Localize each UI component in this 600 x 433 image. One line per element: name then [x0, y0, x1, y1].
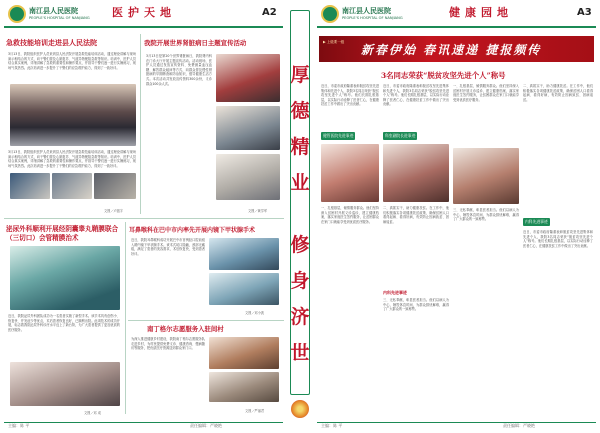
- center-motto-banner: [287, 0, 313, 433]
- photo-thyroid-2: [209, 273, 279, 305]
- right-sub1-label: 健管医院先进事迹: [323, 133, 354, 138]
- right-header: [313, 0, 600, 28]
- article-first-aid-body: 3月13日，我院组织医护人员来到县人民法院开展急救技能培训活动，通过理论讲解与现场演示相结合的方式，向干警们普及心肺复苏、气道异物梗阻急救等知识。培训中，医护人员结合真实案例，详细讲解了急救的重要性和操作要点，并指导干警们逐一进行实操练习，现场气氛热烈。此次培训进一步提升了干警们的应急救护能力，得到了一致好评。: [8, 52, 136, 70]
- article-kidney-body: 3月13日是第20个世界肾脏病日，我院肾内科在门诊大厅开展主题宣传活动。活动现场，医护人员通过发放宣传资料、免费测量血压血糖、解答群众疑问等方式，向群众普及慢性肾脏病的早期筛查和防治知识，倡导健康生活方式。本次活动共发放宣传资料300余份，义诊群众100余人次。: [146, 54, 212, 86]
- photo-urology-surgery: [10, 246, 120, 310]
- motto-char-6: 身: [290, 270, 310, 292]
- right-col4-body: 二、真抓实干，助力健康扶贫。在工作中，他们积极落实各项健康扶贫政策，确保贫困人口看得起病、看得好病，有效防止因病致贫、因病返贫。: [523, 84, 593, 102]
- left-column-divider-bottom: [125, 222, 126, 414]
- right-main-title: 3名同志荣获“脱贫攻坚先进个人”称号: [381, 71, 506, 80]
- photo-kidney-event-2: [216, 106, 280, 150]
- motto-char-8: 世: [290, 342, 310, 364]
- right-col1-body: 一、扎根基层，倾情服务群众。他们坚持深入贫困村开展义诊巡诊，建立健康档案，落实家庭医生签约服务，让贫困群众在家门口就能享受到优质医疗服务。: [321, 206, 379, 224]
- right-sub1-pill: [321, 132, 355, 140]
- left-footer-editor: 主编：陈 平: [8, 423, 30, 428]
- article-urology-title: 泌尿外科顺利开展经阴囊睾丸鞘膜联合（三切口）会管精膜治术: [6, 225, 119, 242]
- right-col2-intro: 近日，市委市政府隆重表彰脱贫攻坚先进集体和先进个人，我院3名同志荣获“脱贫攻坚先进个人”称号。他们长期扎根基层，以实际行动诠释了医者仁心，在健康扶贫工作中做出了突出贡献。: [383, 84, 449, 107]
- left-header: [0, 0, 287, 28]
- right-sub2-pill: [383, 132, 417, 140]
- right-col3-intro: 一、扎根基层，倾情服务群众。他们坚持深入贫困村开展义诊巡诊，建立健康档案，落实家庭医生签约服务，让贫困群众在家门口就能享受到优质医疗服务。: [453, 84, 519, 102]
- article-thyroid-title: 耳鼻喉科在巴中市内率先开展内镜下甲状腺手术: [129, 227, 256, 234]
- left-footer-responsible: 责任编辑：严晓艳: [190, 423, 222, 428]
- right-hospital-name: 南江县人民医院: [342, 7, 391, 15]
- right-sub3-label: 内科先进事迹: [525, 219, 548, 224]
- right-header-rule: [317, 26, 596, 28]
- article-nightingale-volunteer: [127, 321, 284, 418]
- article-urology-body: 近日，我院泌尿外科团队成功为一名患者实施了新型手术。该手术具有创伤小、恢复快、并发症少等优点，术后患者恢复良好，已顺利出院。此项技术的成功开展，标志着我院泌尿外科诊疗水平迈上了新台阶，为广大患者提供了更加优质的医疗服务。: [8, 314, 120, 332]
- photo-training-2: [52, 173, 92, 199]
- motto-char-7: 济: [290, 306, 310, 328]
- right-page-code: A3: [577, 7, 592, 18]
- photo-thyroid-1: [209, 238, 279, 270]
- right-column-title: 健康园地: [449, 6, 513, 19]
- motto-char-3: 精: [290, 136, 310, 158]
- article-kidney-day: [142, 32, 284, 218]
- article-thyroid-surgery: [127, 220, 284, 320]
- motto-char-2: 德: [290, 100, 310, 122]
- red-banner-slogan: 新春伊始 春讯速递 捷报频传: [361, 43, 542, 57]
- right-hospital-name-en: PEOPLE'S HOSPITAL OF NANJIANG: [342, 16, 403, 20]
- photo-kidney-event-3: [216, 154, 280, 200]
- left-hospital-name-en: PEOPLE'S HOSPITAL OF NANJIANG: [29, 16, 90, 20]
- article-nightingale-title: 南丁格尔志愿服务入驻间村: [147, 325, 224, 333]
- article-nightingale-author: 文图／严丽君: [245, 409, 265, 413]
- photo-training-3: [94, 173, 136, 199]
- article-kidney-title: 我院开展世界肾脏病日主题宣传活动: [144, 39, 247, 47]
- right-footer-rule: [317, 422, 596, 423]
- right-footer-responsible: 责任编辑：严晓艳: [503, 423, 535, 428]
- article-first-aid-author: 文图／卢振宇: [104, 209, 124, 213]
- photo-training-1: [10, 173, 50, 199]
- motto-char-5: 修: [290, 234, 310, 256]
- article-first-aid-title: 急救技能培训走进县人民法院: [6, 38, 97, 47]
- left-page-code: A2: [262, 7, 277, 18]
- left-hospital-logo: [8, 3, 90, 25]
- right-col4-body-2: 近日，市委市政府隆重表彰脱贫攻坚先进集体和先进个人，我院3名同志荣获“脱贫攻坚先进个人”称号。他们长期扎根基层，以实际行动诠释了医者仁心，在健康扶贫工作中做出了突出贡献。: [523, 230, 593, 248]
- left-column-title: 医护天地: [112, 6, 176, 19]
- photo-group-court: [10, 84, 136, 146]
- article-urology-surgery: [4, 220, 124, 418]
- photo-portrait-3: [453, 148, 519, 204]
- left-column-divider-top: [140, 34, 141, 214]
- article-urology-author: 文图／邓 成: [84, 411, 101, 415]
- article-thyroid-body: 近日，我院耳鼻喉科成功开展巴中市首例经口腔前庭入路内镜下甲状腺手术。该术式切口隐蔽，颈部无瘢痕，满足了患者的美容需求，术后恢复快，受到患者好评。: [131, 238, 205, 256]
- right-col2-body: 二、真抓实干，助力健康扶贫。在工作中，他们积极落实各项健康扶贫政策，确保贫困人口看得起病、看得好病，有效防止因病致贫、因病返贫。: [383, 206, 449, 224]
- photo-portrait-1: [321, 144, 379, 202]
- hospital-seal-icon: [291, 400, 309, 418]
- photo-kidney-event-1: [216, 54, 280, 102]
- right-sub2-label: 科室副院长进事迹: [385, 133, 416, 138]
- right-col2-subhead: 内科先进事迹: [383, 290, 407, 295]
- right-red-banner: [319, 36, 594, 62]
- article-first-aid-training: [4, 32, 138, 218]
- motto-char-1: 厚: [290, 64, 310, 86]
- hospital-emblem-icon: [8, 5, 26, 23]
- article-thyroid-author: 文图／邓小波: [245, 311, 265, 315]
- right-page: [313, 0, 600, 433]
- right-footer-editor: 主编：陈 平: [321, 423, 343, 428]
- motto-char-4: 业: [290, 172, 310, 194]
- right-col2-body-2: 三、无私奉献，彰显医者担当。他们以病人为中心，牺牲休息时间，为群众排忧解难，赢得了广大群众的一致称赞。: [383, 298, 449, 312]
- right-sub3-pill: [523, 218, 550, 226]
- right-col3-body: 三、无私奉献，彰显医者担当。他们以病人为中心，牺牲休息时间，为群众排忧解难，赢得了广大群众的一致称赞。: [453, 208, 519, 222]
- right-col1-intro: 近日，市委市政府隆重表彰脱贫攻坚先进集体和先进个人，我院3名同志荣获“脱贫攻坚先进个人”称号。他们长期扎根基层，以实际行动诠释了医者仁心，在健康扶贫工作中做出了突出贡献。: [321, 84, 379, 107]
- photo-nightingale-2: [209, 372, 279, 402]
- article-kidney-author: 文图／黄学军: [248, 209, 268, 213]
- photo-nightingale-1: [209, 337, 279, 369]
- article-nightingale-body: 为深入推进健康乡村建设，我院南丁格尔志愿服务队走进乡村，为村民提供免费义诊、健康咨询、慢病随访等服务，把优质医疗资源送到群众家门口。: [131, 337, 205, 351]
- photo-urology-team: [10, 362, 120, 406]
- left-hospital-name: 南江县人民医院: [29, 7, 78, 15]
- article-first-aid-body-2: 3月13日，我院组织医护人员来到县人民法院开展急救技能培训活动，通过理论讲解与现场演示相结合的方式，向干警们普及心肺复苏、气道异物梗阻急救等知识。培训中，医护人员结合真实案例，详细讲解了急救的重要性和操作要点，并指导干警们逐一进行实操练习，现场气氛热烈。此次培训进一步提升了干警们的应急救护能力，得到了一致好评。: [8, 150, 136, 168]
- red-banner-tag: ▶ 上级要一级: [323, 40, 345, 44]
- left-row-divider: [4, 218, 284, 219]
- right-hospital-logo: [321, 3, 403, 25]
- left-header-rule: [4, 26, 283, 28]
- left-page: [0, 0, 287, 433]
- photo-portrait-2: [383, 144, 449, 202]
- hospital-emblem-icon: [321, 5, 339, 23]
- left-footer-rule: [4, 422, 283, 423]
